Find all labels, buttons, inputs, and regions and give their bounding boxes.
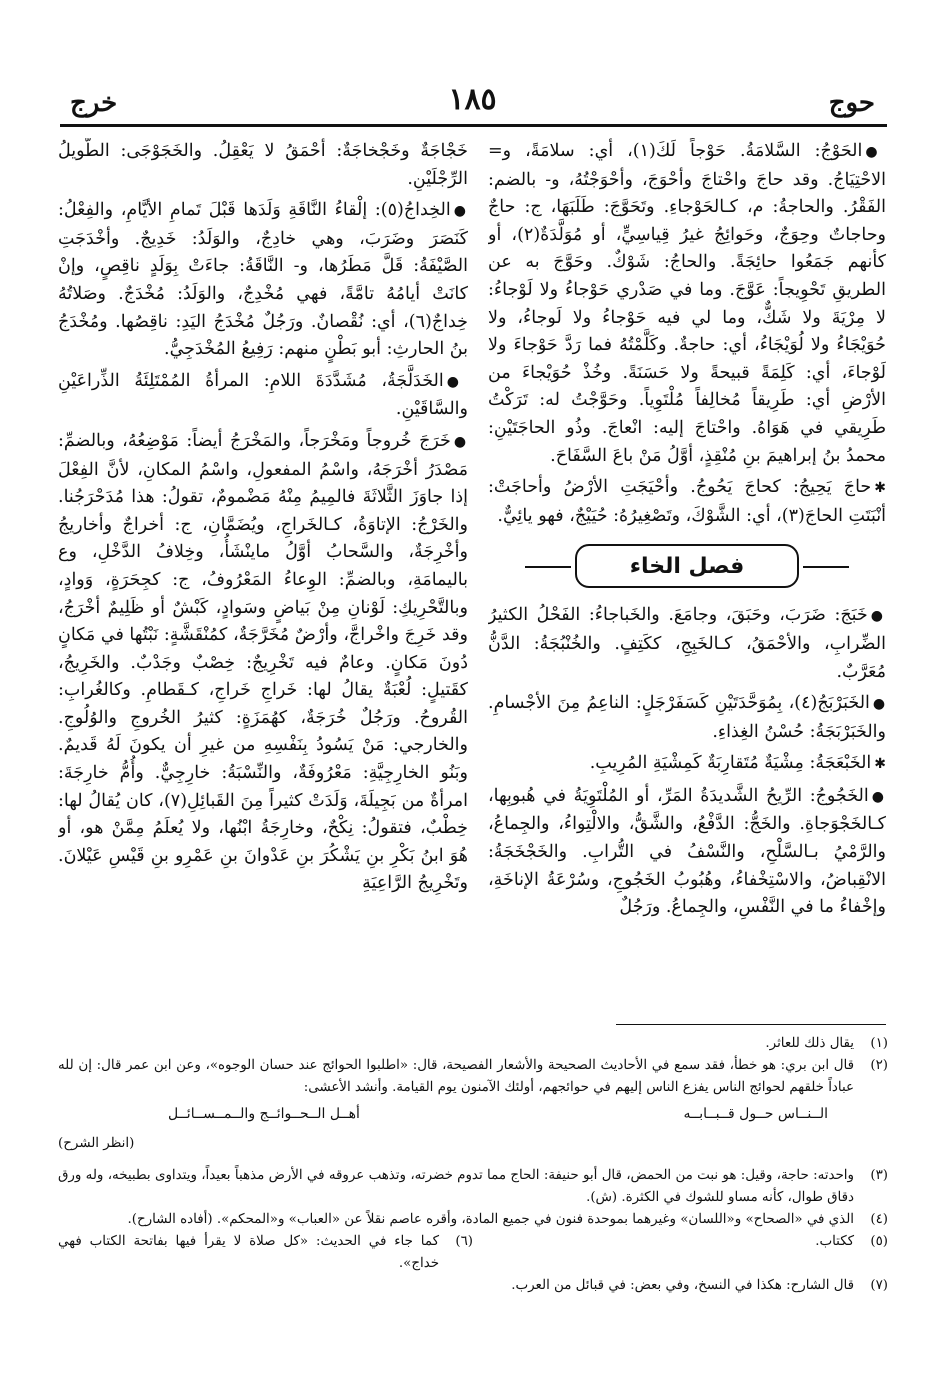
entry-hawj: ●الحَوْجُ: السَّلامَةُ. حَوْجاً لَكَ(١)، أي: سلامَةً، و= الاحْتِيَاجُ. وقد حاجَ واحْتاجَ وأحْوَجَ، وأحْوَجْتُهُ، و- بالضم: الفَقْرُ. والحاجةُ: م، كـالحَوْجاءِ. وتَحَوَّجَ: طَلَبَهَا، ج: حاجٌ وحاجاتٌ وحِوَجٌ، وحَوائِجُ غيرُ قِياسِيٍّ، أو مُوَلَّدَةٌ(٢)، أو كأنهم جَمَعُوا حائِجَةً. والحاجُ: شَوْكٌ. وحَوَّجَ به عن الطريقِ تَحْوِيجاً: عَوَّجَ. وما في صَدْري حَوْجاءُ ولا لَوْجاءُ: لا مِرْيَةَ ولا شَكٌّ، وما لي فيه حَوْجاءُ ولا لَوجاءُ، ولا حُوَيْجَاءُ ولا لُوَيْجَاءُ، أي: حاجةٌ. وكَلَّمْتُهُ فما رَدَّ حَوْجاءَ ولا لَوْجاءَ، أي: كَلِمَةً قبيحةً ولا حَسَنَةً. وخُذْ حُوَيْجاءَ من الأرْضِ أي: طَرِيقاً مُخالِفاً مُلْتَوِياً. وحَوَّجْتُ له: تَرَكْتُ طَرِيقي في هَوَاهُ. واحْتاجَ إليه: انْعاجَ. وذُو الحاجَتَيْنِ: محمدُ بنُ إبراهيمَ بنِ مُنْقِذٍ، أوَّلُ مَنْ باعَ السَّفَاحَ. (488, 141, 886, 466)
footnote: (١) يقال ذلك للعاثر. (765, 1036, 888, 1051)
footnote-row (58, 1231, 888, 1275)
footnote-rule (616, 1024, 886, 1025)
entry-kharaja: ●خَرَجَ خُروجاً ومَخْرَجاً، والمَخْرَجُ أيضاً: مَوْضِعُهُ، وبالضمِّ: مَصْدَرُ أخْرَجَهُ، واسْمُ المفعولِ، واسْمُ المكانِ، لأنَّ الفِعْلَ إذا جاوَزَ الثَّلاثَةَ فالمِيمُ مِنْهُ مَضْمومٌ، تقولُ: هذا مُدَحْرَجُنا. والخَرْجُ: الإتاوَةُ، كـالخَراجِ، ويُضَمَّانِ، ج: أخراجٌ وأخاريجُ وأخْرِجَةٌ، والسَّحابُ أوَّلُ ماينْشَأُ، وخِلافُ الدَّخْلِ، وع باليمامَةِ، وبالضمِّ: الوِعاءُ المَعْرُوفُ، ج: كجِحَرَةٍ، وَوادٍ، وبالتَّحْرِيكِ: لَوْنانِ مِنْ بَياضٍ وسَوادٍ، كَبْشٌ أو ظَلِيمٌ أخْرَجُ، وقد خَرِجَ واخْراجَّ، وأرْضٌ مُخَرَّجَةٌ، كمُنْقَشَّةٍ: نَبْتُها في مَكانٍ دُونَ مَكانٍ. وعامٌ فيه تَخْرِيجٌ: خِصْبٌ وجَدْبٌ. والخَرِيجُ، كقَتيلٍ: لُعْبَةٌ يقالُ لها: خَراجِ خَراجِ، كـقَطامِ. وكالغُرابِ: القُروحُ. ورَجُلٌ خُرَجَةٌ، كهُمَزَةٍ: كثيرُ الخُروجِ والوُلُوجِ. والخارجي: مَنْ يَسُودُ بِنَفْسِهِ من غيرِ أن يكونَ لَهُ قَديمٌ. وبَنُو الخارِجِيَّةِ: مَعْرُوفَةٌ، والنِّسْبَةُ: خارِجِيٌّ. وأُمُّ خارِجَةَ: امرأةٌ من بَجِيلَةَ، وَلَدَتْ كثيراً مِنَ القَبائِلِ(٧)، كان يُقالُ لها: خِطْبٌ، فتقولُ: نِكْحٌ، وخارِجَةُ ابْنُها، ولا يُعلَمُ مِمَّنْ هو، أو هُوَ ابنُ بَكْرِ بنِ يَشْكُرَ بنِ عَدْوانَ بنِ عَمْرِو بنِ قَيْسِ عَيْلانَ. وتَخْرِيجُ الرَّاعِيَةِ (58, 430, 468, 894)
poetry-verse (168, 1103, 828, 1125)
footnote: (٧) قال الشارح: هكذا في النسخ، وفي بعض: في قبائل من العرب. (511, 1278, 888, 1293)
right-column (488, 138, 886, 1018)
entry-khabaja: ●خَبَجَ: ضَرَبَ، وحَبَقَ، وجامَعَ. والخَباجاءُ: الفَحْلُ الكثيرُ الضِّرابِ، والأحْمَقُ، كـالخَبِجِ، ككَتِفٍ. والخُنْبُجَةُ: الدَّنُّ مُعَرَّبٌ. (488, 605, 886, 682)
entry-haj: ✱حاجَ يَحِيجُ: كحاجَ يَحُوجُ. وأحْيَجَتِ الأرْضُ وأحاجَتْ: أنْبَتَتِ الحاجَ(٣)، أي: الشَّوْكَ، وتَصْغِيرُهُ: حُيَيْجٌ، فهو يائِيٌّ. (488, 477, 886, 526)
bullet-icon: ● (865, 144, 886, 160)
footnotes (58, 1033, 888, 1297)
star-icon: ✱ (874, 756, 886, 773)
footnote: (٤) الذي في «الصحاح» و«اللسان» وغيرهما بموحدة فنون في جميع المادة، وأقره عاصم نقلاً عن «العباب» و«المحكم». (أفاده الشارح). (127, 1212, 888, 1227)
entry-khadalja: ●الخَدَلَّجَةُ، مُشَدَّدَةَ اللامِ: المرأةُ المُمْتَلِئَةُ الذِّراعَيْنِ والسَّاقَيْنِ. (58, 370, 468, 420)
footnote: (٣) واحدته: حاجة، وقيل: هو نبت من الحمض، قال أبو حنيفة: الحاج مما تدوم خضرته، وتذهب عروقه في الأرض مذهباً بعيداً، ويتداوى بطبيخه، وله ورق دقاق طوال، كأنه مساو للشوك في الكثرة. (ش). (58, 1168, 888, 1205)
page-number: ١٨٥ (448, 82, 497, 117)
entry-khajaja-cont: خَجْاجَةٌ وخَجْخاجَةٌ: أحْمَقُ لا يَعْقِلُ. والخَجَوْجَى: الطَّويلُ الرِّجْلَيْنِ. (58, 141, 468, 189)
section-heading: فصل الخاء (575, 544, 799, 588)
bullet-icon: ● (446, 373, 468, 390)
entry-khabaja-walk: ✱الخَبْعَجَةُ: مِشْيَةٌ مُتَقارِبَةٌ كَمِشْيَةِ المُرِيبِ. (589, 753, 886, 774)
verse-hemistich-second: أهــل الــحــوائــج والــمــســائــل (168, 1106, 360, 1122)
header-rule (60, 124, 887, 127)
bullet-icon: ● (870, 608, 886, 625)
see-commentary-note: (انظر الشرح) (58, 1136, 135, 1151)
bullet-icon: ● (453, 203, 468, 220)
bullet-icon: ● (871, 788, 886, 805)
footnote: (٦) كما جاء في الحديث: «كل صلاة لا يقرأ فيها بفاتحة الكتاب فهي خداج». (58, 1234, 473, 1271)
left-column (58, 138, 468, 1018)
footnote: (٥) ككتاب. (815, 1234, 888, 1249)
verse-hemistich-first: الــنــاس حــول قــبــابــه (683, 1106, 828, 1122)
entry-khidaj: ●الخِداجُ(٥): إلْقاءُ النَّاقَةِ وَلَدَها قَبْلَ تَمامِ الأيَّامِ، والفِعْلُ: كَنَصَرَ وضَرَبَ، وهي خادِجٌ، والوَلَدُ: خَدِيجٌ. وأخْدَجَتِ الصَّيْفَةُ: قَلَّ مَطَرُها، و- النَّاقَةُ: جاءَتْ بِوَلَدٍ ناقِصٍ، وإنْ كانَتْ أيامُهُ تامَّةً، فهي مُخْدِجٌ، والوَلَدُ: مُخْدَجٌ. وصَلاتُهُ خِداجٌ(٦)، أي: نُقْصانٌ. ورَجُلٌ مُخْدَجُ اليَدِ: ناقِصُها. ومُخْدَجُ بنُ الحارثِ: أبو بَطْنٍ منهم: رَفِيعُ المُخْدَجِيُّ. (58, 200, 468, 360)
page-header (60, 82, 885, 122)
star-icon: ✱ (874, 480, 886, 497)
entry-khabarbaj: ●الخَبَرْبَجُ(٤)، بِمُوَحَّدَتَيْنِ كَسَفَرْجَلٍ: الناعِمُ مِنَ الأجْسامِ. والخَبَرْبَجَةُ: حُسْنُ الغِذاءِ. (488, 693, 886, 742)
entry-khajuj: ●الخَجُوجُ: الرِّيحُ الشَّديدَةُ المَرِّ، أو المُلْتَوِيَةُ في هُبوبِها، كـالخَجْوَجاةِ. والخَجُّ: الدَّفْعُ، والشَّقُّ، والالْتِواءُ، والجِماعُ، والرَّمْيُ بـالسَّلْحِ، والنَّسْفُ في التُّرابِ. والخَجْخَجَةُ: الانْقِباضُ، والاسْتِخْفاءُ، وهُبُوبُ الخَجُوجِ، وسُرْعَةُ الإناخَةِ، وإخْفاءُ ما في النَّفْسِ، والجِماعُ. ورَجُلٌ (488, 785, 886, 918)
footnote: (٢) قال ابن بري: هو خطأ، فقد سمع في الأحاديث الصحيحة والأشعار الفصيحة، قال: «اطلبوا الحوائج عند حسان الوجوه»، وعن ابن عمر قال: إن لله عباداً خلقهم لحوائج الناس يفزع الناس إليهم في حوائجهم، أولئك الآمنون يوم القيامة. وأنشد الأعشى: (58, 1058, 888, 1095)
bullet-icon: ● (453, 433, 468, 450)
right-catchword: حوج (828, 88, 875, 118)
bullet-icon: ● (872, 696, 886, 713)
left-catchword: خرج (70, 88, 118, 118)
